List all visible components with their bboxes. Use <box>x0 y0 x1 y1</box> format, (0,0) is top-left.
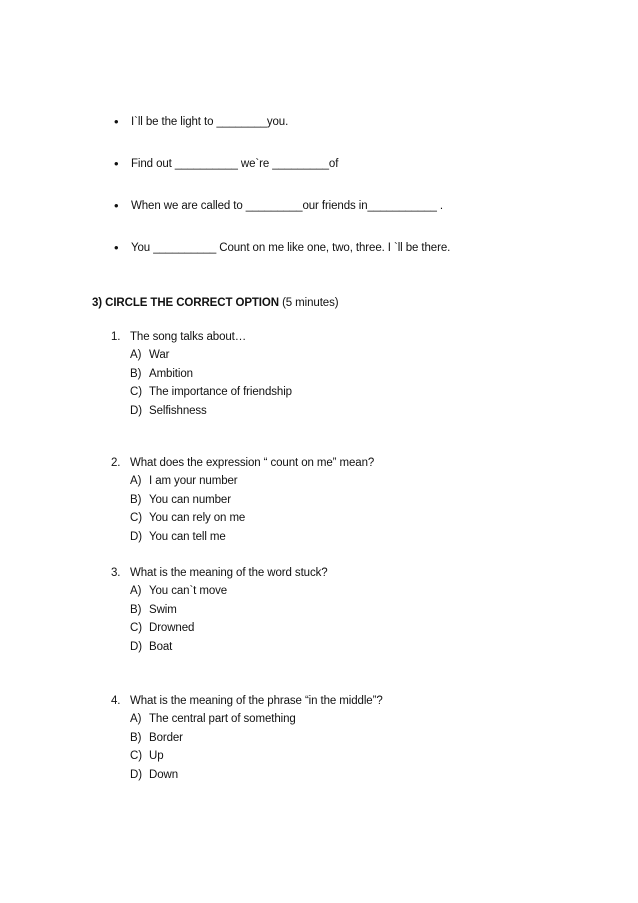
option-text: Up <box>149 750 164 762</box>
option-letter: B) <box>130 603 142 616</box>
section-heading-note: (5 minutes) <box>278 297 339 309</box>
option-text: War <box>149 349 170 361</box>
option-letter: A) <box>130 713 142 725</box>
question-text: What is the meaning of the word stuck? <box>130 567 328 579</box>
fill-in-text: You __________ Count on me like one, two, three. I `ll be there. <box>131 242 451 254</box>
option-letter: D) <box>130 404 142 417</box>
option-letter: B) <box>130 493 142 506</box>
question-number: 3. <box>111 567 121 579</box>
option-text: Ambition <box>149 367 193 380</box>
question-text: The song talks about… <box>130 331 247 343</box>
option-letter: A) <box>130 475 142 487</box>
option-letter: B) <box>130 731 142 744</box>
option-letter: D) <box>130 768 142 781</box>
fill-in-text: I`ll be the light to ________you. <box>131 116 289 128</box>
option-letter: D) <box>130 530 142 543</box>
section-heading-bold: 3) CIRCLE THE CORRECT OPTION <box>92 297 279 309</box>
question-number: 1. <box>111 331 121 343</box>
fill-in-text: When we are called to _________our friends in___________ . <box>131 200 443 212</box>
option-text: Down <box>149 768 179 781</box>
option-letter: C) <box>130 512 142 524</box>
option-text: The central part of something <box>149 713 296 725</box>
option-letter: A) <box>130 585 142 597</box>
option-text: The importance of friendship <box>149 386 292 398</box>
option-text: Swim <box>149 603 177 616</box>
option-text: You can number <box>149 493 231 506</box>
option-letter: C) <box>130 750 142 762</box>
option-text: Boat <box>149 640 173 653</box>
option-text: I am your number <box>149 475 238 487</box>
question-number: 4. <box>111 695 121 707</box>
question-text: What is the meaning of the phrase “in the middle”? <box>130 695 383 707</box>
option-letter: B) <box>130 367 142 380</box>
question-number: 2. <box>111 457 121 469</box>
fill-in-text: Find out __________ we`re _________of <box>131 158 339 170</box>
option-letter: C) <box>130 386 142 398</box>
option-letter: C) <box>130 622 142 634</box>
option-text: You can`t move <box>149 585 228 597</box>
option-text: Selfishness <box>149 404 207 417</box>
question-text: What does the expression “ count on me” mean? <box>130 457 375 469</box>
option-text: Border <box>149 731 183 744</box>
section-heading <box>92 294 338 312</box>
option-text: Drowned <box>149 622 195 634</box>
option-letter: D) <box>130 640 142 653</box>
option-text: You can tell me <box>149 530 226 543</box>
option-letter: A) <box>130 349 142 361</box>
option-text: You can rely on me <box>149 512 246 524</box>
